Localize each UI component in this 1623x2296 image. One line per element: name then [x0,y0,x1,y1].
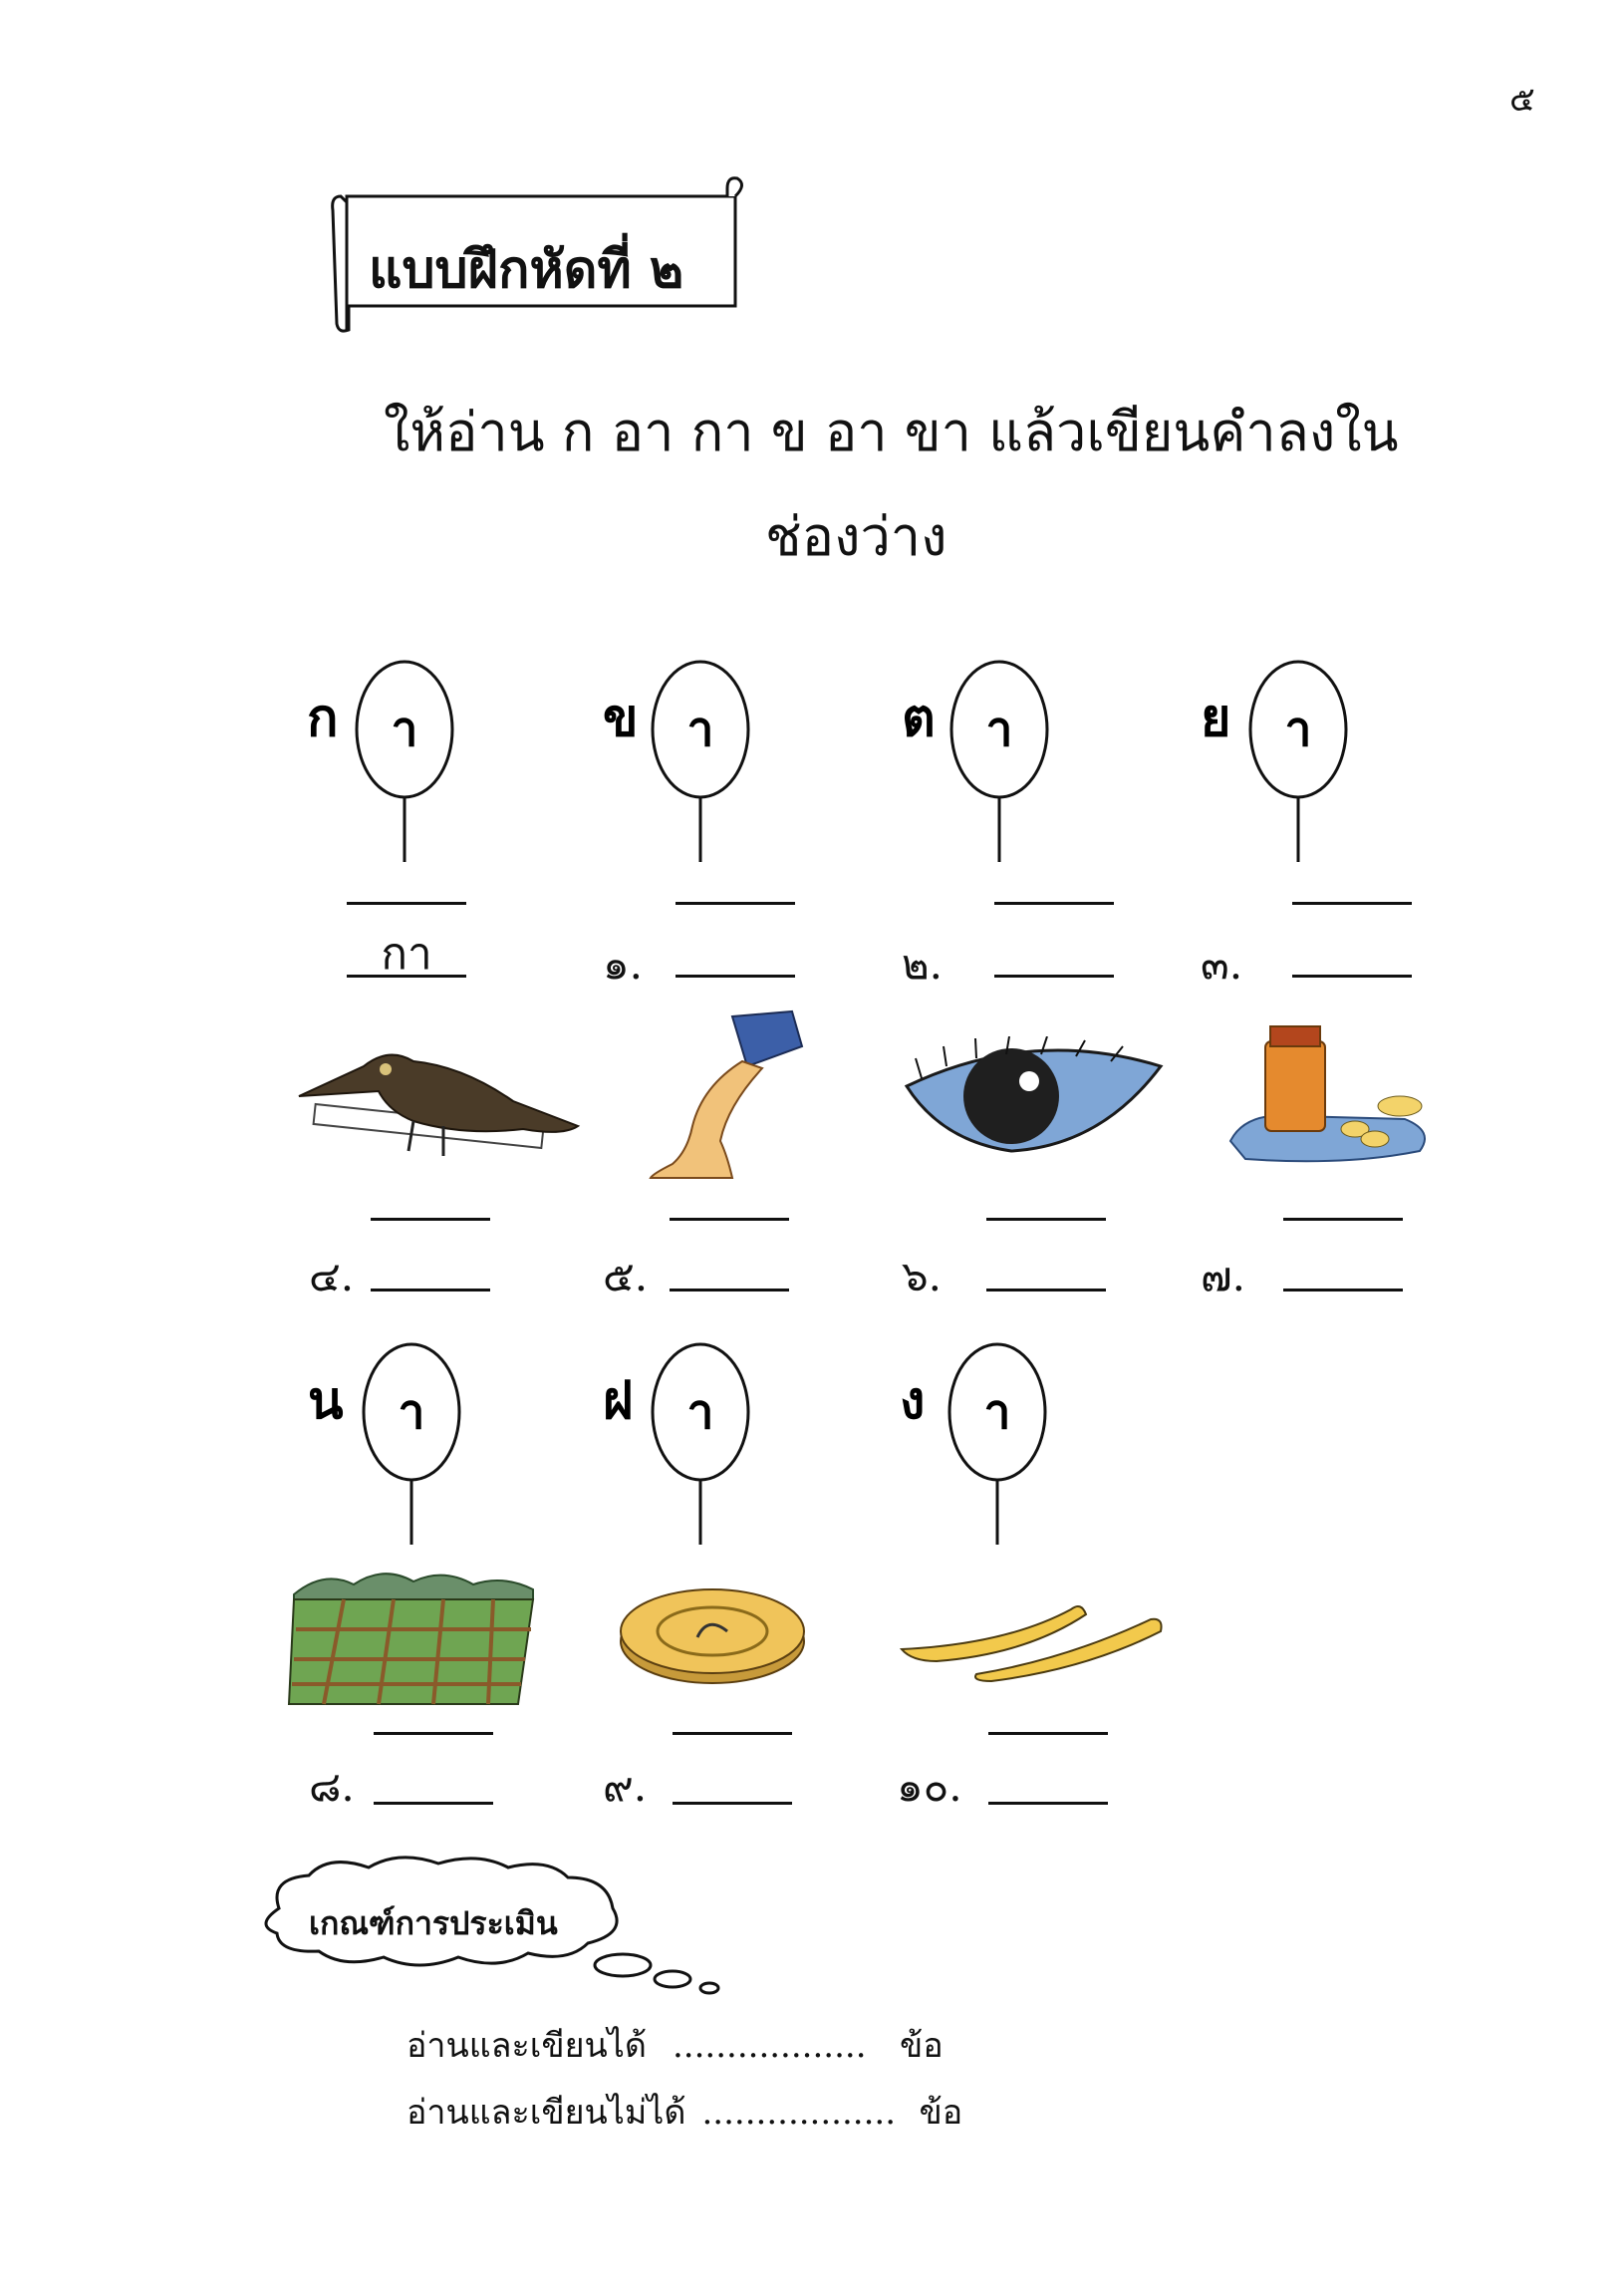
vowel-label: า [686,1384,714,1440]
vowel-label: า [1284,702,1312,757]
answer-line-top[interactable] [371,1218,490,1221]
instruction-line-1: ให้อ่าน ก อา กา ข อา ขา แล้วเขียนคำลงใน [384,401,1399,463]
question-number-4: ๔. [309,1252,355,1300]
consonant-label: ฝ [603,1370,634,1431]
question-number-10: ๑๐. [897,1762,962,1811]
instruction-line-2: ช่องว่าง [765,505,947,568]
answer-line-4[interactable] [371,1289,490,1292]
answer-line-9[interactable] [673,1802,792,1805]
answer-line-top[interactable] [374,1732,493,1735]
leg-picture [633,1006,807,1186]
unit-label: ข้อ [899,2026,944,2066]
answer-line-top[interactable] [676,902,795,905]
score-blank-fail[interactable]: .................. [701,2093,897,2133]
page-title: แบบฝึกหัดที่ ๒ [369,239,684,300]
consonant-label: น [308,1370,344,1431]
consonant-label: ง [900,1370,926,1431]
word-builder-kha [593,658,762,867]
question-number-2: ๒. [902,940,944,989]
eye-picture [902,1036,1166,1161]
question-number-6: ๖. [902,1252,943,1300]
answer-line-2[interactable] [994,975,1114,978]
answer-line-top[interactable] [994,902,1114,905]
medicine-picture [1225,1021,1435,1166]
word-builder-nga [890,1340,1059,1550]
question-number-9: ๙. [603,1762,648,1811]
question-number-8: ๘. [309,1762,355,1811]
answer-line-top[interactable] [670,1218,789,1221]
vowel-label: า [686,702,714,757]
tusk-picture [897,1589,1166,1684]
consonant-label: ก [307,688,339,748]
consonant-label: ย [1201,688,1231,748]
answer-line-3[interactable] [1292,975,1412,978]
answer-line-top[interactable] [347,902,466,905]
vowel-label: า [391,702,418,757]
answer-line-top[interactable] [988,1732,1108,1735]
answer-line-top[interactable] [1292,902,1412,905]
evaluation-label-fail: อ่านและเขียนไม่ได้ [406,2093,686,2133]
evaluation-label-pass: อ่านและเขียนได้ [406,2026,647,2066]
question-number-1: ๑. [603,940,644,989]
crow-picture [294,1011,583,1176]
word-builder-ta [892,658,1061,867]
answer-line-1[interactable] [676,975,795,978]
word-builder-na [304,1340,473,1550]
answer-line[interactable] [347,975,466,978]
consonant-label: ข [603,688,639,748]
answer-line-8[interactable] [374,1802,493,1805]
vowel-label: า [983,1384,1011,1440]
answer-line-7[interactable] [1283,1289,1403,1292]
question-number-3: ๓. [1201,940,1243,989]
evaluation-title: เกณฑ์การประเมิน [309,1904,558,1942]
vowel-label: า [985,702,1013,757]
rice-field-picture [284,1560,543,1709]
example-answer: กา [381,929,432,980]
answer-line-6[interactable] [986,1289,1106,1292]
answer-line-top[interactable] [986,1218,1106,1221]
answer-line-top[interactable] [1283,1218,1403,1221]
question-number-7: ๗. [1201,1252,1245,1300]
score-blank-pass[interactable]: .................. [672,2026,867,2066]
evaluation-row-pass [406,2018,944,2072]
lid-picture [613,1579,812,1689]
unit-label: ข้อ [919,2093,963,2133]
answer-line-5[interactable] [670,1289,789,1292]
evaluation-row-fail [406,2085,962,2139]
question-number-5: ๕. [603,1252,649,1300]
vowel-label: า [398,1384,425,1440]
consonant-label: ต [902,688,936,748]
word-builder-ya [1191,658,1360,867]
word-builder-fa [593,1340,762,1550]
answer-line-top[interactable] [673,1732,792,1735]
word-builder-ka [297,658,466,867]
page-number: ๕ [1509,80,1535,120]
answer-line-10[interactable] [988,1802,1108,1805]
